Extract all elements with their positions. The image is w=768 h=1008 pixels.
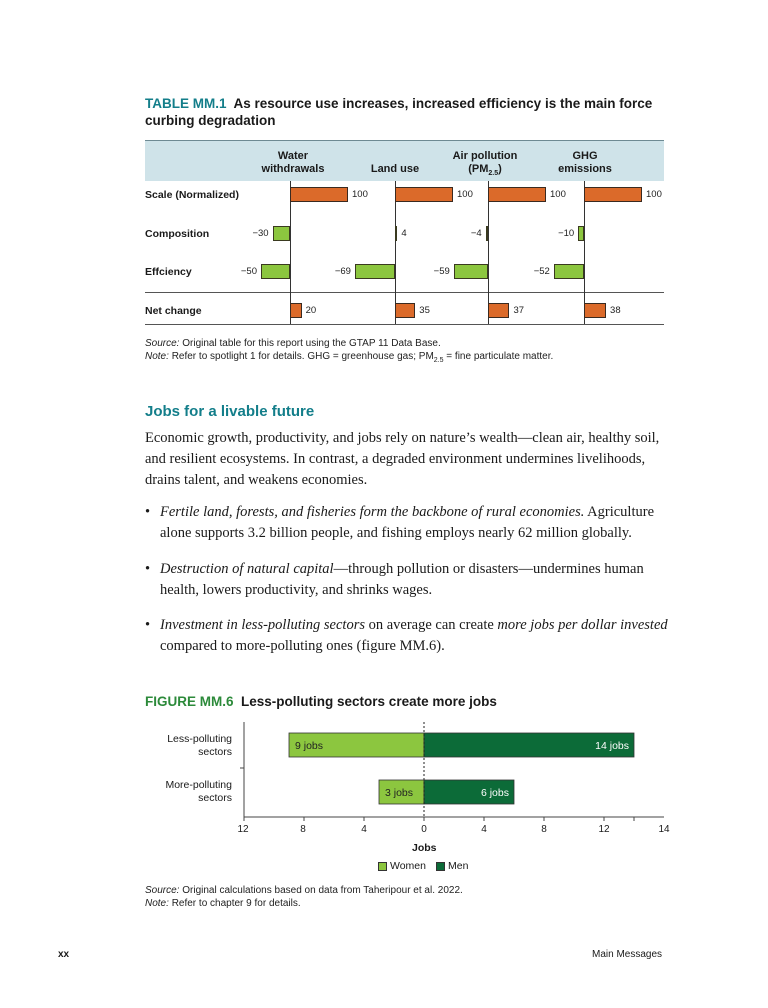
composition-value-label: 4: [401, 228, 407, 239]
efficiency-value-label: −52: [533, 266, 550, 277]
running-footer: Main Messages: [592, 949, 663, 960]
men-bar-label: 6 jobs: [480, 787, 509, 799]
scale-value-label: 100: [352, 189, 368, 200]
legend-label-men: Men: [448, 860, 469, 872]
figure-title-text: Less-polluting sectors create more jobs: [241, 694, 497, 709]
bullet-item: • Destruction of natural capital—through pollution or disasters—undermines human health, lowers productivity, and shrinks wages.: [145, 561, 644, 598]
net-value-label: 20: [305, 305, 317, 316]
row-label-composition: Composition: [145, 228, 210, 240]
legend-label-women: Women: [390, 860, 426, 872]
row-label-net: Net change: [145, 305, 202, 317]
net-value-label: 37: [513, 305, 525, 316]
composition-value-label: −30: [252, 228, 269, 239]
composition-value-label: −10: [558, 228, 575, 239]
efficiency-value-label: −59: [433, 266, 450, 277]
x-tick-label: 4: [481, 824, 487, 835]
women-bar-label: 3 jobs: [385, 787, 414, 799]
bullet-dot: •: [145, 561, 151, 577]
legend-swatch-women: [378, 862, 387, 871]
legend-swatch-men: [436, 862, 445, 871]
col-header-water: Water withdrawals: [261, 150, 325, 175]
x-tick-label: 0: [421, 824, 427, 835]
col-header-air: Air pollution $(PM_{2.5})$: [452, 150, 518, 178]
figure-label: FIGURE MM.6: [145, 694, 234, 709]
scale-value-label: 100: [457, 189, 473, 200]
table-note: Note: Refer to spotlight 1 for details. GHG = greenhouse gas; $PM_{2.5}$ = fine particulate matter.: [145, 351, 554, 364]
table-title-text: As resource use increases, increased efficiency is the main force curbing degradation: [145, 96, 653, 128]
efficiency-value-label: −69: [334, 266, 351, 277]
bullet-dot: •: [145, 617, 151, 633]
x-tick-label: 12: [598, 824, 610, 835]
women-bar-label: 9 jobs: [295, 740, 324, 752]
x-tick-label: 8: [541, 824, 547, 835]
table-source: Source: Original table for this report using the GTAP 11 Data Base.: [145, 338, 441, 349]
x-tick-label: 8: [300, 824, 306, 835]
bullet-item: • Fertile land, forests, and fisheries form the backbone of rural economies. Agriculture alone supports 3.2 billion people, and fishing employs nearly 62 million globally.: [145, 504, 655, 541]
net-value-label: 35: [419, 305, 430, 316]
category-label-more: More-polluting sectors: [165, 779, 232, 804]
category-label-less: Less-polluting sectors: [167, 733, 232, 758]
row-label-efficiency: Effciency: [145, 266, 192, 278]
composition-value-label: −4: [470, 228, 482, 239]
section-intro: Economic growth, productivity, and jobs rely on nature’s wealth—clean air, healthy soil, and resilient ecosystems. In contrast, a degraded environment undermines livelihoods, drains talent, and weakens economies.: [145, 430, 660, 488]
col-header-ghg: GHG emissions: [558, 150, 612, 175]
x-tick-label: 14: [658, 824, 670, 835]
men-bar-label: 14 jobs: [595, 740, 629, 752]
scale-value-label: 100: [646, 189, 662, 200]
x-axis-title: Jobs: [412, 842, 437, 854]
bullet-dot: •: [145, 504, 151, 520]
efficiency-value-label: −50: [240, 266, 257, 277]
scale-value-label: 100: [550, 189, 566, 200]
section-title: Jobs for a livable future: [145, 403, 315, 420]
net-value-label: 38: [610, 305, 621, 316]
figure-source: Source: Original calculations based on data from Taheripour et al. 2022.: [145, 885, 463, 896]
x-tick-label: 12: [237, 824, 249, 835]
table-label: TABLE MM.1: [145, 96, 227, 111]
page-number: xx: [58, 949, 70, 960]
col-header-land: Land use: [370, 163, 420, 175]
row-label-scale: Scale (Normalized): [145, 189, 239, 201]
bullet-item: • Investment in less-polluting sectors on average can create more jobs per dollar invested compared to more-polluting ones (figure MM.6).: [145, 617, 668, 654]
figure-note: Note: Refer to chapter 9 for details.: [145, 898, 301, 909]
x-tick-label: 4: [361, 824, 367, 835]
